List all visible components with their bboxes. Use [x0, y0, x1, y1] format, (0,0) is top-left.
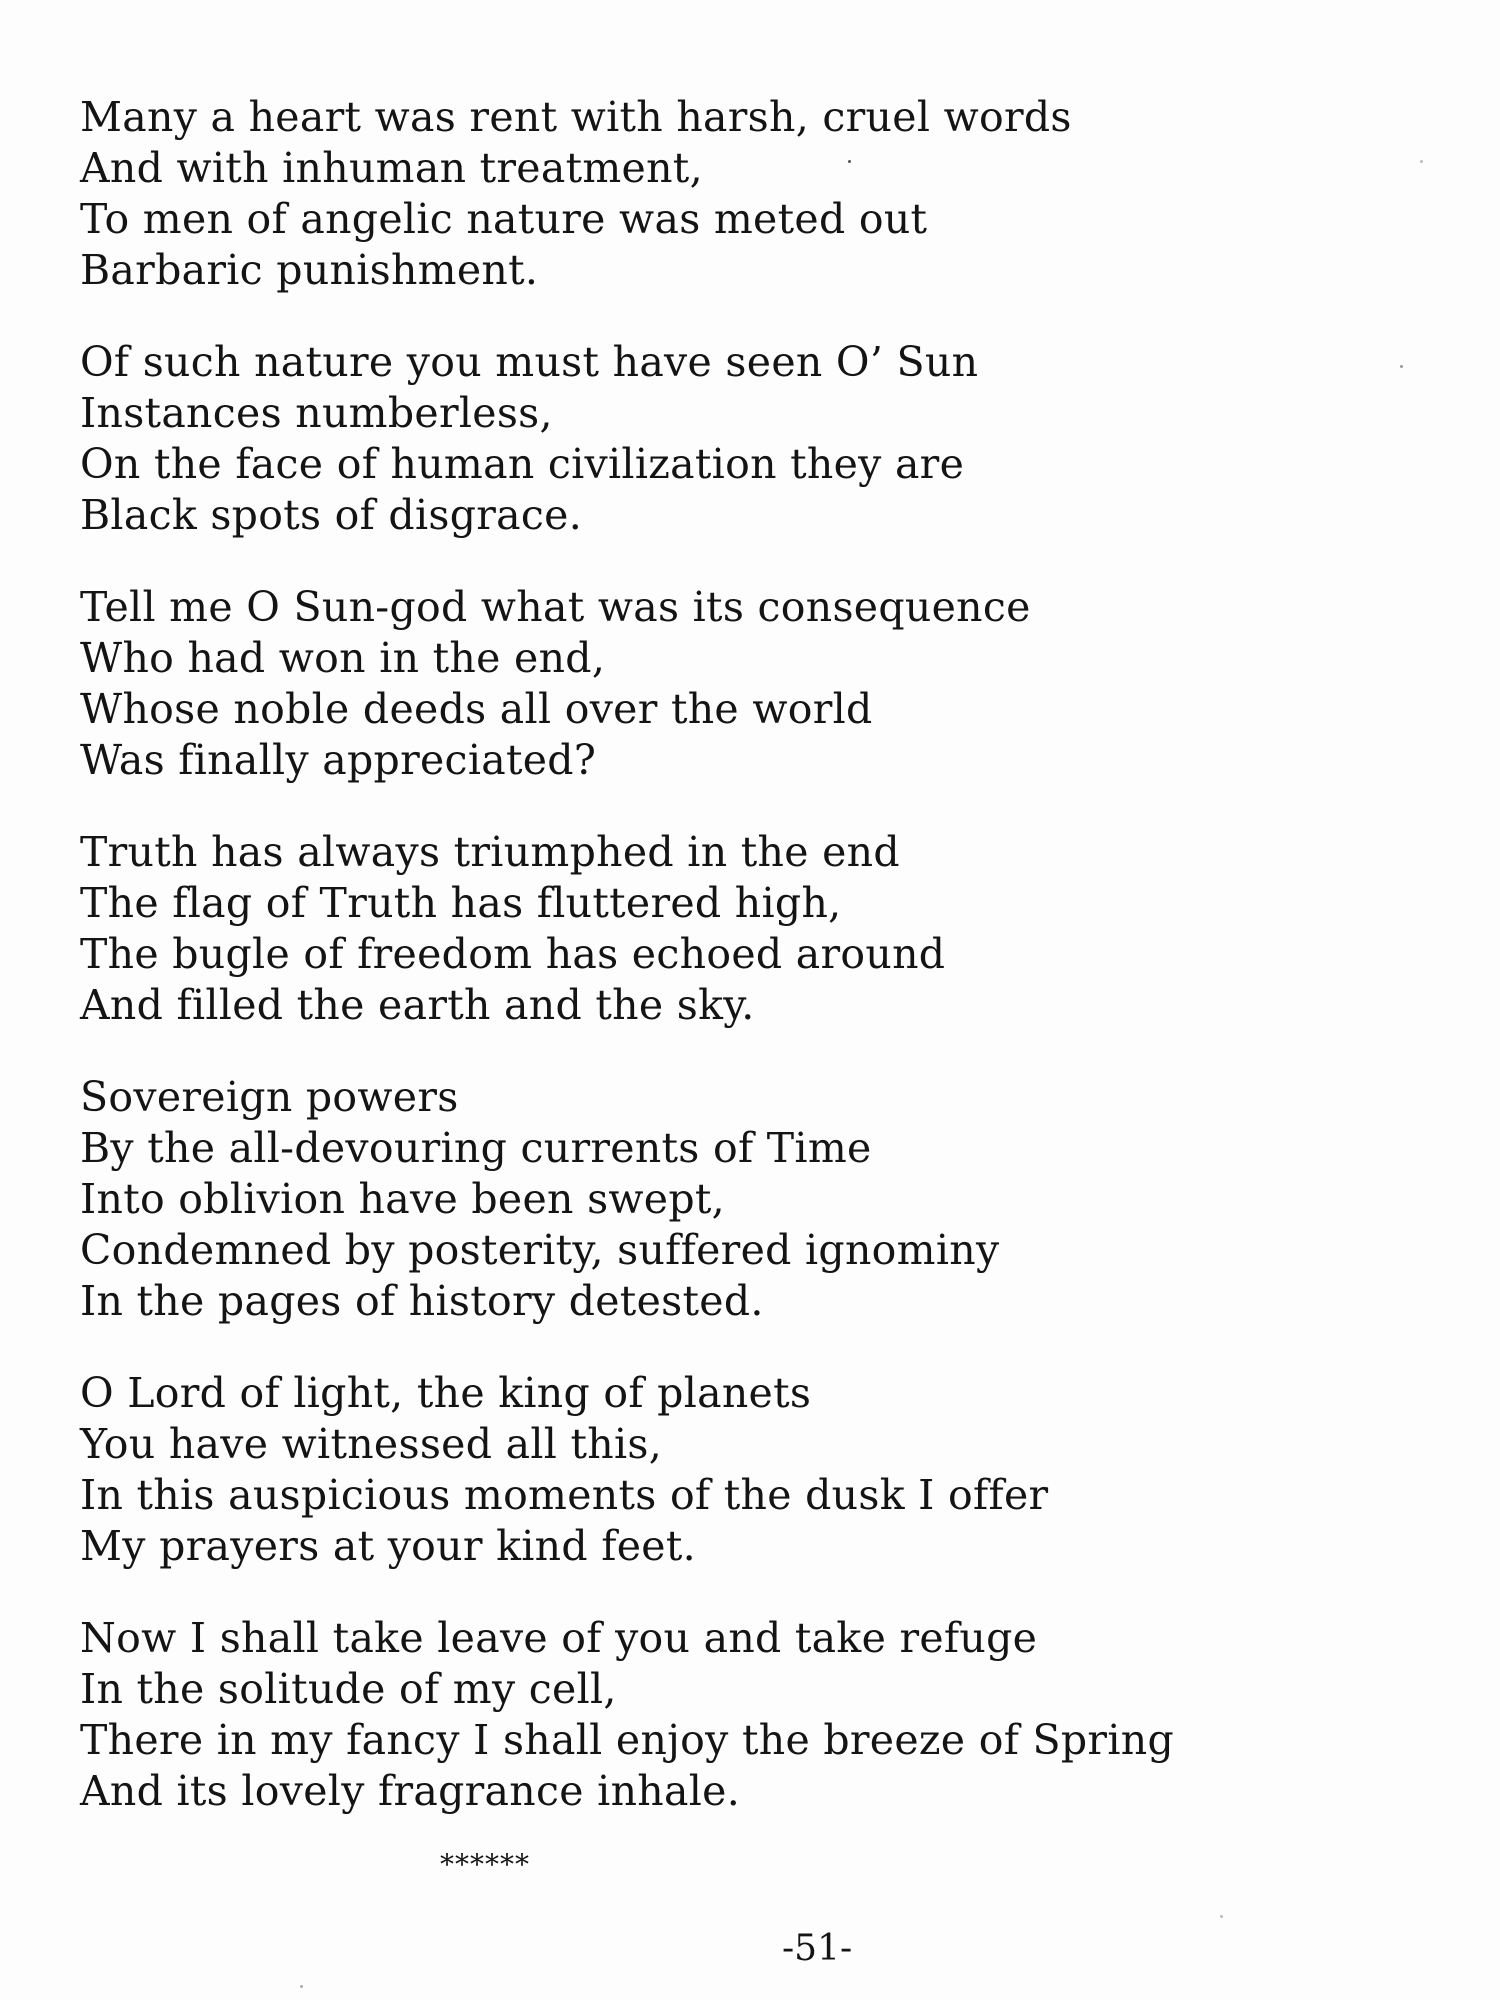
scan-speck	[1220, 1915, 1223, 1918]
poem-line: You have witnessed all this,	[80, 1420, 663, 1468]
poem-line: And its lovely fragrance inhale.	[80, 1767, 741, 1815]
poem-line: Now I shall take leave of you and take refuge	[80, 1614, 1038, 1662]
poem-line: Was finally appreciated?	[80, 736, 597, 784]
stanza	[80, 92, 1420, 296]
poem-line: On the face of human civilization they are	[80, 440, 965, 488]
end-mark: ******	[440, 1848, 530, 1881]
poem-line: Who had won in the end,	[80, 634, 606, 682]
poem-line: Into oblivion have been swept,	[80, 1175, 726, 1223]
scan-speck	[1420, 160, 1423, 163]
poem-line: In this auspicious moments of the dusk I offer	[80, 1471, 1049, 1519]
poem-line: O Lord of light, the king of planets	[80, 1369, 812, 1417]
scan-speck	[1400, 365, 1403, 368]
stanza	[80, 827, 1420, 1031]
poem-line: The bugle of freedom has echoed around	[80, 930, 946, 978]
poem-line: The flag of Truth has fluttered high,	[80, 879, 842, 927]
poem-line: Truth has always triumphed in the end	[80, 828, 900, 876]
poem-body	[80, 92, 1420, 1817]
poem-line: Tell me O Sun-god what was its consequence	[80, 583, 1031, 631]
scan-speck	[300, 1985, 303, 1988]
poem-line: My prayers at your kind feet.	[80, 1522, 696, 1570]
poem-line: Many a heart was rent with harsh, cruel words	[80, 93, 1072, 141]
poem-line: Barbaric punishment.	[80, 246, 539, 294]
poem-line: And with inhuman treatment,	[80, 144, 703, 192]
poem-line: Of such nature you must have seen O’ Sun	[80, 338, 979, 386]
stanza	[80, 337, 1420, 541]
stanza	[80, 1072, 1420, 1327]
poem-line: By the all-devouring currents of Time	[80, 1124, 872, 1172]
poem-line: There in my fancy I shall enjoy the breeze of Spring	[80, 1716, 1174, 1764]
scan-speck	[848, 160, 851, 163]
poem-line: Sovereign powers	[80, 1073, 459, 1121]
poem-line: And filled the earth and the sky.	[80, 981, 755, 1029]
page-number: -51-	[782, 1928, 853, 1969]
stanza	[80, 1368, 1420, 1572]
poem-line: Condemned by posterity, suffered ignominy	[80, 1226, 1000, 1274]
poem-line: To men of angelic nature was meted out	[80, 195, 928, 243]
poem-line: Whose noble deeds all over the world	[80, 685, 873, 733]
poem-line: Instances numberless,	[80, 389, 553, 437]
poem-line: Black spots of disgrace.	[80, 491, 583, 539]
stanza	[80, 582, 1420, 786]
poem-line: In the solitude of my cell,	[80, 1665, 617, 1713]
stanza	[80, 1613, 1420, 1817]
poem-line: In the pages of history detested.	[80, 1277, 764, 1325]
